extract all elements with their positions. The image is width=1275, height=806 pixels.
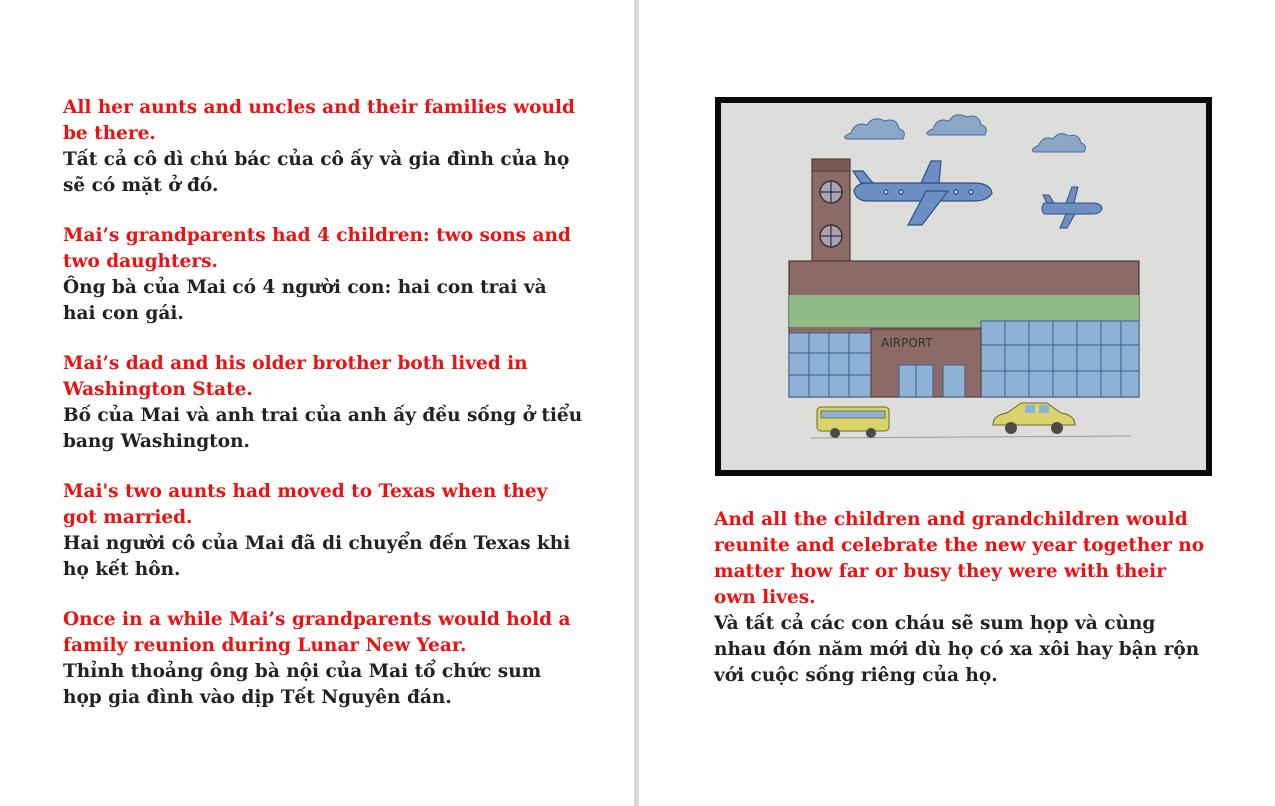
terminal-windows-right <box>981 321 1139 397</box>
paragraph-6 <box>714 507 1214 689</box>
vietnamese-text: Tất cả cô dì chú bác của cô ấy và gia đình của họ sẽ có mặt ở đó. <box>63 149 570 196</box>
vietnamese-text: Hai người cô của Mai đã di chuyển đến Texas khi họ kết hôn. <box>63 533 571 580</box>
vietnamese-text: Ông bà của Mai có 4 người con: hai con trai và hai con gái. <box>63 277 547 324</box>
vietnamese-text: Bố của Mai và anh trai của anh ấy đều sống ở tiểu bang Washington. <box>63 405 583 452</box>
terminal-windows-left <box>789 333 871 397</box>
english-text: And all the children and grandchildren would reunite and celebrate the new year together no matter how far or busy they were with their own lives. <box>714 509 1205 608</box>
english-text: All her aunts and uncles and their families would be there. <box>63 97 575 144</box>
airport-sign: AIRPORT <box>881 336 933 350</box>
english-text: Mai’s dad and his older brother both lived in Washington State. <box>63 353 528 400</box>
tower-window-icon <box>820 225 842 247</box>
terminal-building <box>789 261 1139 397</box>
paragraph-4 <box>63 479 583 583</box>
entrance-doors <box>899 365 965 397</box>
paragraph-2 <box>63 223 583 327</box>
paragraph-3 <box>63 351 583 455</box>
left-page-text <box>63 95 583 735</box>
paragraph-5 <box>63 607 583 711</box>
english-text: Mai's two aunts had moved to Texas when they got married. <box>63 481 548 528</box>
english-text: Mai’s grandparents had 4 children: two sons and two daughters. <box>63 225 571 272</box>
vietnamese-text: Thỉnh thoảng ông bà nội của Mai tổ chức sum họp gia đình vào dịp Tết Nguyên đán. <box>63 661 542 708</box>
airport-illustration <box>715 97 1212 476</box>
airport-drawing <box>721 103 1206 470</box>
paragraph-1 <box>63 95 583 199</box>
tower-window-icon <box>820 181 842 203</box>
english-text: Once in a while Mai’s grandparents would hold a family reunion during Lunar New Year. <box>63 609 571 656</box>
right-page-text <box>714 507 1214 713</box>
left-page <box>0 0 634 806</box>
vietnamese-text: Và tất cả các con cháu sẽ sum họp và cùng nhau đón năm mới dù họ có xa xôi hay bận rộn với cuộc sống riêng của họ. <box>714 613 1200 686</box>
